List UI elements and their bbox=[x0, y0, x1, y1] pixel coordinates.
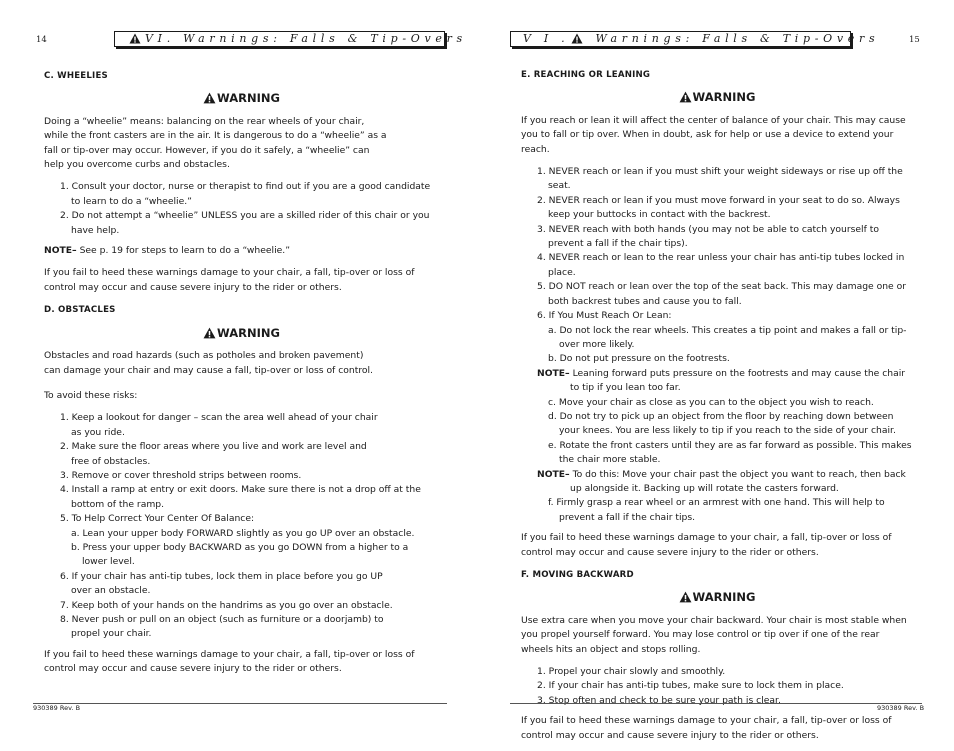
note-label: NOTE– bbox=[44, 245, 77, 257]
paragraph: Doing a “wheelie” means: balancing on the rear wheels of your chair, while the front casters are in the air. It is dangerous to do a “wheelie” as a fall or tip-over may occur. However, if you do it safely, a “wheelie” can help you overcome curbs and obstacles. bbox=[44, 115, 387, 171]
note-label: NOTE– bbox=[537, 468, 570, 480]
warning-triangle-icon bbox=[203, 327, 216, 339]
left-page bbox=[0, 0, 477, 738]
list-subitem: f. Firmly grasp a rear wheel or an armrest with one hand. This will help to prevent a fall if the chair tips. bbox=[548, 497, 885, 523]
list-subitem: d. Do not try to pick up an object from the floor by reaching down between your knees. You are less likely to tip if you reach to the side of your chair. bbox=[548, 410, 896, 437]
list-item: 1. Consult your doctor, nurse or therapist to find out if you are a good candidate to learn to do a “wheelie.” bbox=[60, 181, 431, 207]
warning-triangle-icon bbox=[129, 33, 141, 48]
document-number: 930389 Rev. B bbox=[877, 704, 925, 712]
list-item: 4. Install a ramp at entry or exit doors. Make sure there is not a drop off at the bottom of the ramp. bbox=[60, 484, 421, 510]
warning-heading: WARNING bbox=[44, 91, 439, 105]
list-item: 2. NEVER reach or lean if you must move forward in your seat to do so. Always keep your buttocks in contact with the backrest. bbox=[537, 194, 900, 221]
list-item: 2. Do not attempt a “wheelie” UNLESS you are a skilled rider of this chair or you have help. bbox=[60, 210, 430, 236]
note: NOTE– See p. 19 for steps to learn to do a “wheelie.” bbox=[44, 245, 290, 257]
note: NOTE– To do this: Move your chair past the object you want to reach, then back up alongside it. Backing up will rotate the casters forward. bbox=[537, 468, 906, 494]
list-item: 6. If You Must Reach Or Lean: bbox=[537, 310, 672, 322]
page-number: 14 bbox=[36, 35, 47, 45]
list-subitem: a. Lean your upper body FORWARD slightly as you go UP over an obstacle. bbox=[71, 527, 415, 539]
right-page bbox=[477, 0, 954, 741]
warning-triangle-icon bbox=[203, 92, 216, 104]
list-subitem: b. Press your upper body BACKWARD as you go DOWN from a higher to a lower level. bbox=[71, 541, 409, 568]
document-number: 930389 Rev. B bbox=[33, 704, 81, 712]
closing-warning: If you fail to heed these warnings damage to your chair, a fall, tip-over or loss of control may occur and cause severe injury to the rider or others. bbox=[521, 715, 892, 741]
numbered-list bbox=[521, 165, 913, 525]
section-heading: D. OBSTACLES bbox=[44, 305, 116, 316]
note-label: NOTE– bbox=[537, 367, 570, 379]
footer-rule bbox=[33, 703, 447, 704]
right-content bbox=[521, 68, 913, 751]
page-header: V I . Warnings: Falls & Tip-Overs bbox=[510, 31, 851, 47]
header-title: Warnings: Falls & Tip-Overs bbox=[595, 32, 880, 45]
list-item: 5. To Help Correct Your Center Of Balance: bbox=[60, 513, 255, 525]
paragraph: Obstacles and road hazards (such as potholes and broken pavement) can damage your chair and may cause a fall, tip-over or loss of control. bbox=[44, 350, 373, 376]
warning-heading: WARNING bbox=[521, 590, 913, 604]
left-content bbox=[44, 69, 439, 685]
list-item: 7. Keep both of your hands on the handrims as you go over an obstacle. bbox=[60, 599, 393, 611]
note: NOTE– Leaning forward puts pressure on the footrests and may cause the chair to tip if you lean too far. bbox=[537, 367, 906, 394]
list-item: 4. NEVER reach or lean to the rear unless your chair has anti-tip tubes locked in place. bbox=[537, 252, 905, 278]
list-item: 2. If your chair has anti-tip tubes, make sure to lock them in place. bbox=[537, 680, 844, 692]
closing-warning: If you fail to heed these warnings damage to your chair, a fall, tip-over or loss of control may occur and cause severe injury to the rider or others. bbox=[44, 648, 415, 675]
list-item: 8. Never push or pull on an object (such as furniture or a doorjamb) to propel your chair. bbox=[60, 614, 384, 640]
list-item: 6. If your chair has anti-tip tubes, lock them in place before you go UP over an obstacle. bbox=[60, 570, 383, 597]
numbered-list bbox=[521, 665, 913, 708]
list-item: 1. Keep a lookout for danger – scan the area well ahead of your chair as you ride. bbox=[60, 412, 378, 438]
section-heading: C. WHEELIES bbox=[44, 71, 108, 81]
warning-heading: WARNING bbox=[44, 326, 439, 340]
header-title: VI. Warnings: Falls & Tip-Overs bbox=[145, 32, 467, 45]
warning-triangle-icon bbox=[679, 91, 692, 103]
warning-triangle-icon bbox=[679, 591, 692, 603]
closing-warning: If you fail to heed these warnings damage to your chair, a fall, tip-over or loss of control may occur and cause severe injury to the rider or others. bbox=[44, 267, 415, 293]
paragraph: Use extra care when you move your chair backward. Your chair is most stable when you propel yourself forward. You may lose control or tip over if one of the rear wheels hits an object and stops rolling. bbox=[521, 614, 907, 655]
closing-warning: If you fail to heed these warnings damage to your chair, a fall, tip-over or loss of control may occur and cause severe injury to the rider or others. bbox=[521, 532, 892, 558]
list-item: 1. Propel your chair slowly and smoothly. bbox=[537, 666, 726, 678]
list-item: 3. NEVER reach with both hands (you may not be able to catch yourself to prevent a fall if the chair tips). bbox=[537, 223, 879, 250]
list-item: 1. NEVER reach or lean if you must shift your weight sideways or rise up off the seat. bbox=[537, 166, 903, 192]
page-number: 15 bbox=[909, 35, 920, 45]
list-item: 3. Stop often and check to be sure your path is clear. bbox=[537, 694, 781, 706]
section-heading: E. REACHING OR LEANING bbox=[521, 70, 651, 80]
warning-triangle-icon bbox=[571, 33, 583, 48]
list-item: 5. DO NOT reach or lean over the top of the seat back. This may damage one or both backrest tubes and cause you to fall. bbox=[537, 281, 907, 307]
numbered-list bbox=[44, 180, 439, 238]
list-subitem: b. Do not put pressure on the footrests. bbox=[548, 353, 730, 365]
list-subitem: a. Do not lock the rear wheels. This creates a tip point and makes a fall or tip-over more likely. bbox=[548, 324, 907, 350]
list-item: 2. Make sure the floor areas where you live and work are level and free of obstacles. bbox=[60, 441, 367, 467]
page-header bbox=[114, 31, 467, 47]
list-subitem: c. Move your chair as close as you can to the object you wish to reach. bbox=[548, 396, 874, 408]
warning-heading: WARNING bbox=[521, 90, 913, 104]
paragraph: To avoid these risks: bbox=[44, 389, 138, 401]
list-subitem: e. Rotate the front casters until they are as far forward as possible. This makes the chair more stable. bbox=[548, 439, 912, 466]
paragraph: If you reach or lean it will affect the center of balance of your chair. This may cause you to fall or tip over. When in doubt, ask for help or use a device to extend your reach. bbox=[521, 114, 906, 155]
footer-rule bbox=[510, 703, 922, 704]
section-heading: F. MOVING BACKWARD bbox=[521, 570, 634, 580]
numbered-list bbox=[44, 411, 439, 642]
list-item: 3. Remove or cover threshold strips between rooms. bbox=[60, 469, 302, 481]
